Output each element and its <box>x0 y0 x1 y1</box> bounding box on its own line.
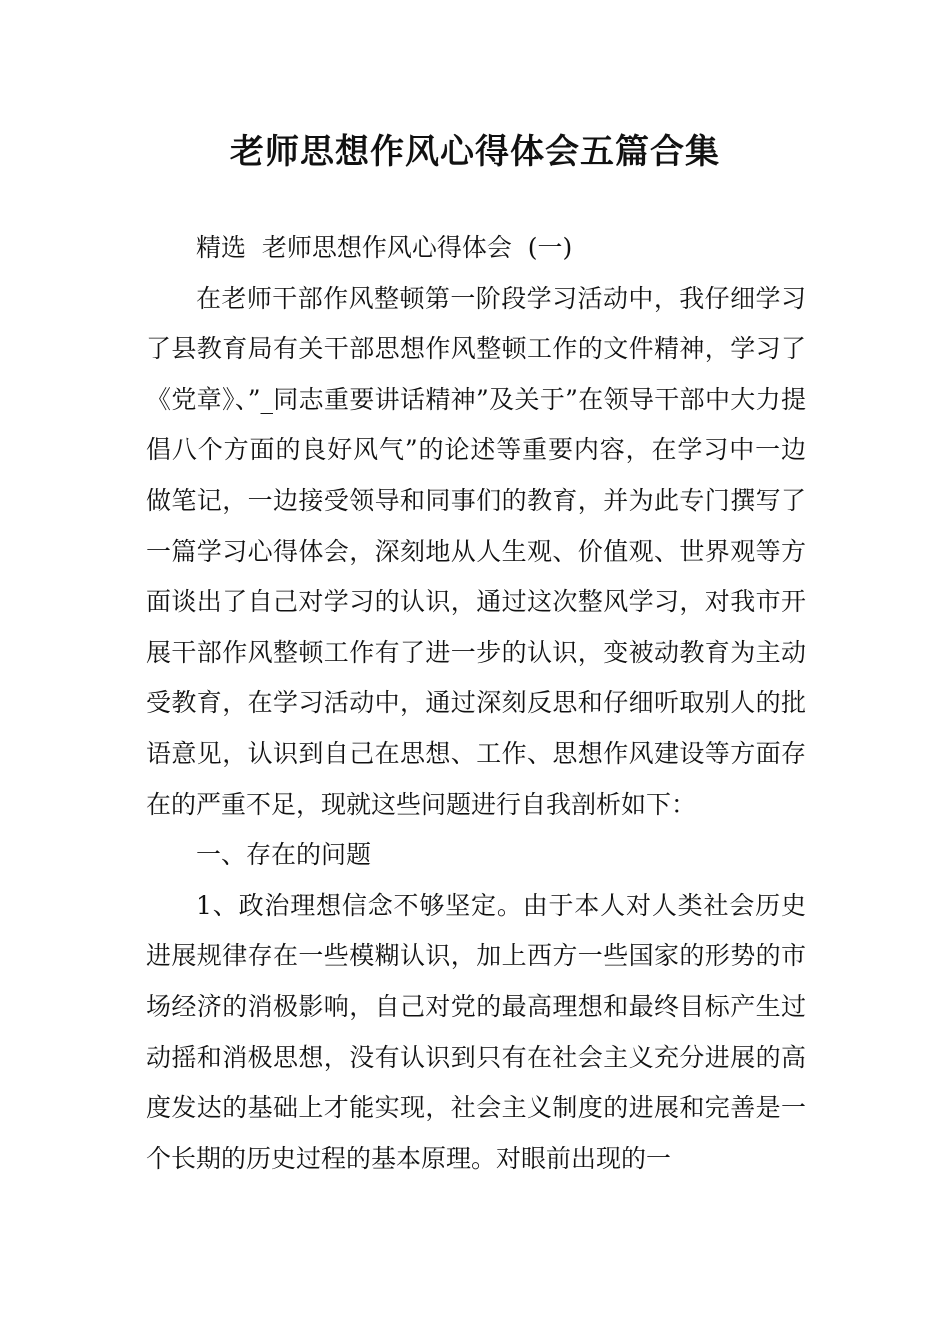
body-paragraph-1: 在老师干部作风整顿第一阶段学习活动中，我仔细学习了县教育局有关干部思想作风整顿工作的文件精神，学习了《党章》、”_同志重要讲话精神”及关于”在领导干部中大力提倡八个方面的良好风气”的论述等重要内容，在学习中一边做笔记，一边接受领导和同事们的教育，并为此专门撰写了一篇学习心得体会，深刻地从人生观、价值观、世界观等方面谈出了自己对学习的认识，通过这次整风学习，对我市开展干部作风整顿工作有了进一步的认识，变被动教育为主动受教育，在学习活动中，通过深刻反思和仔细听取别人的批语意见，认识到自己在思想、工作、思想作风建设等方面存在的严重不足，现就这些问题进行自我剖析如下： <box>146 283 806 819</box>
section-subtitle <box>146 223 806 274</box>
document-title: 老师思想作风心得体会五篇合集 <box>230 132 720 172</box>
body-paragraph-2: 1、政治理想信念不够坚定。由于本人对人类社会历史进展规律存在一些模糊认识，加上西方一些国家的形势的市场经济的消极影响，自己对党的最高理想和最终目标产生过动摇和消极思想，没有认识到只有在社会主义充分进展的高度发达的基础上才能实现，社会主义制度的进展和完善是一个长期的历史过程的基本原理。对眼前出现的一 <box>146 890 806 1173</box>
section-heading-problems: 一、存在的问题 <box>196 840 372 870</box>
section-subtitle-text: 精选 老师思想作风心得体会 (一) <box>196 233 573 262</box>
document-body <box>146 223 806 1184</box>
